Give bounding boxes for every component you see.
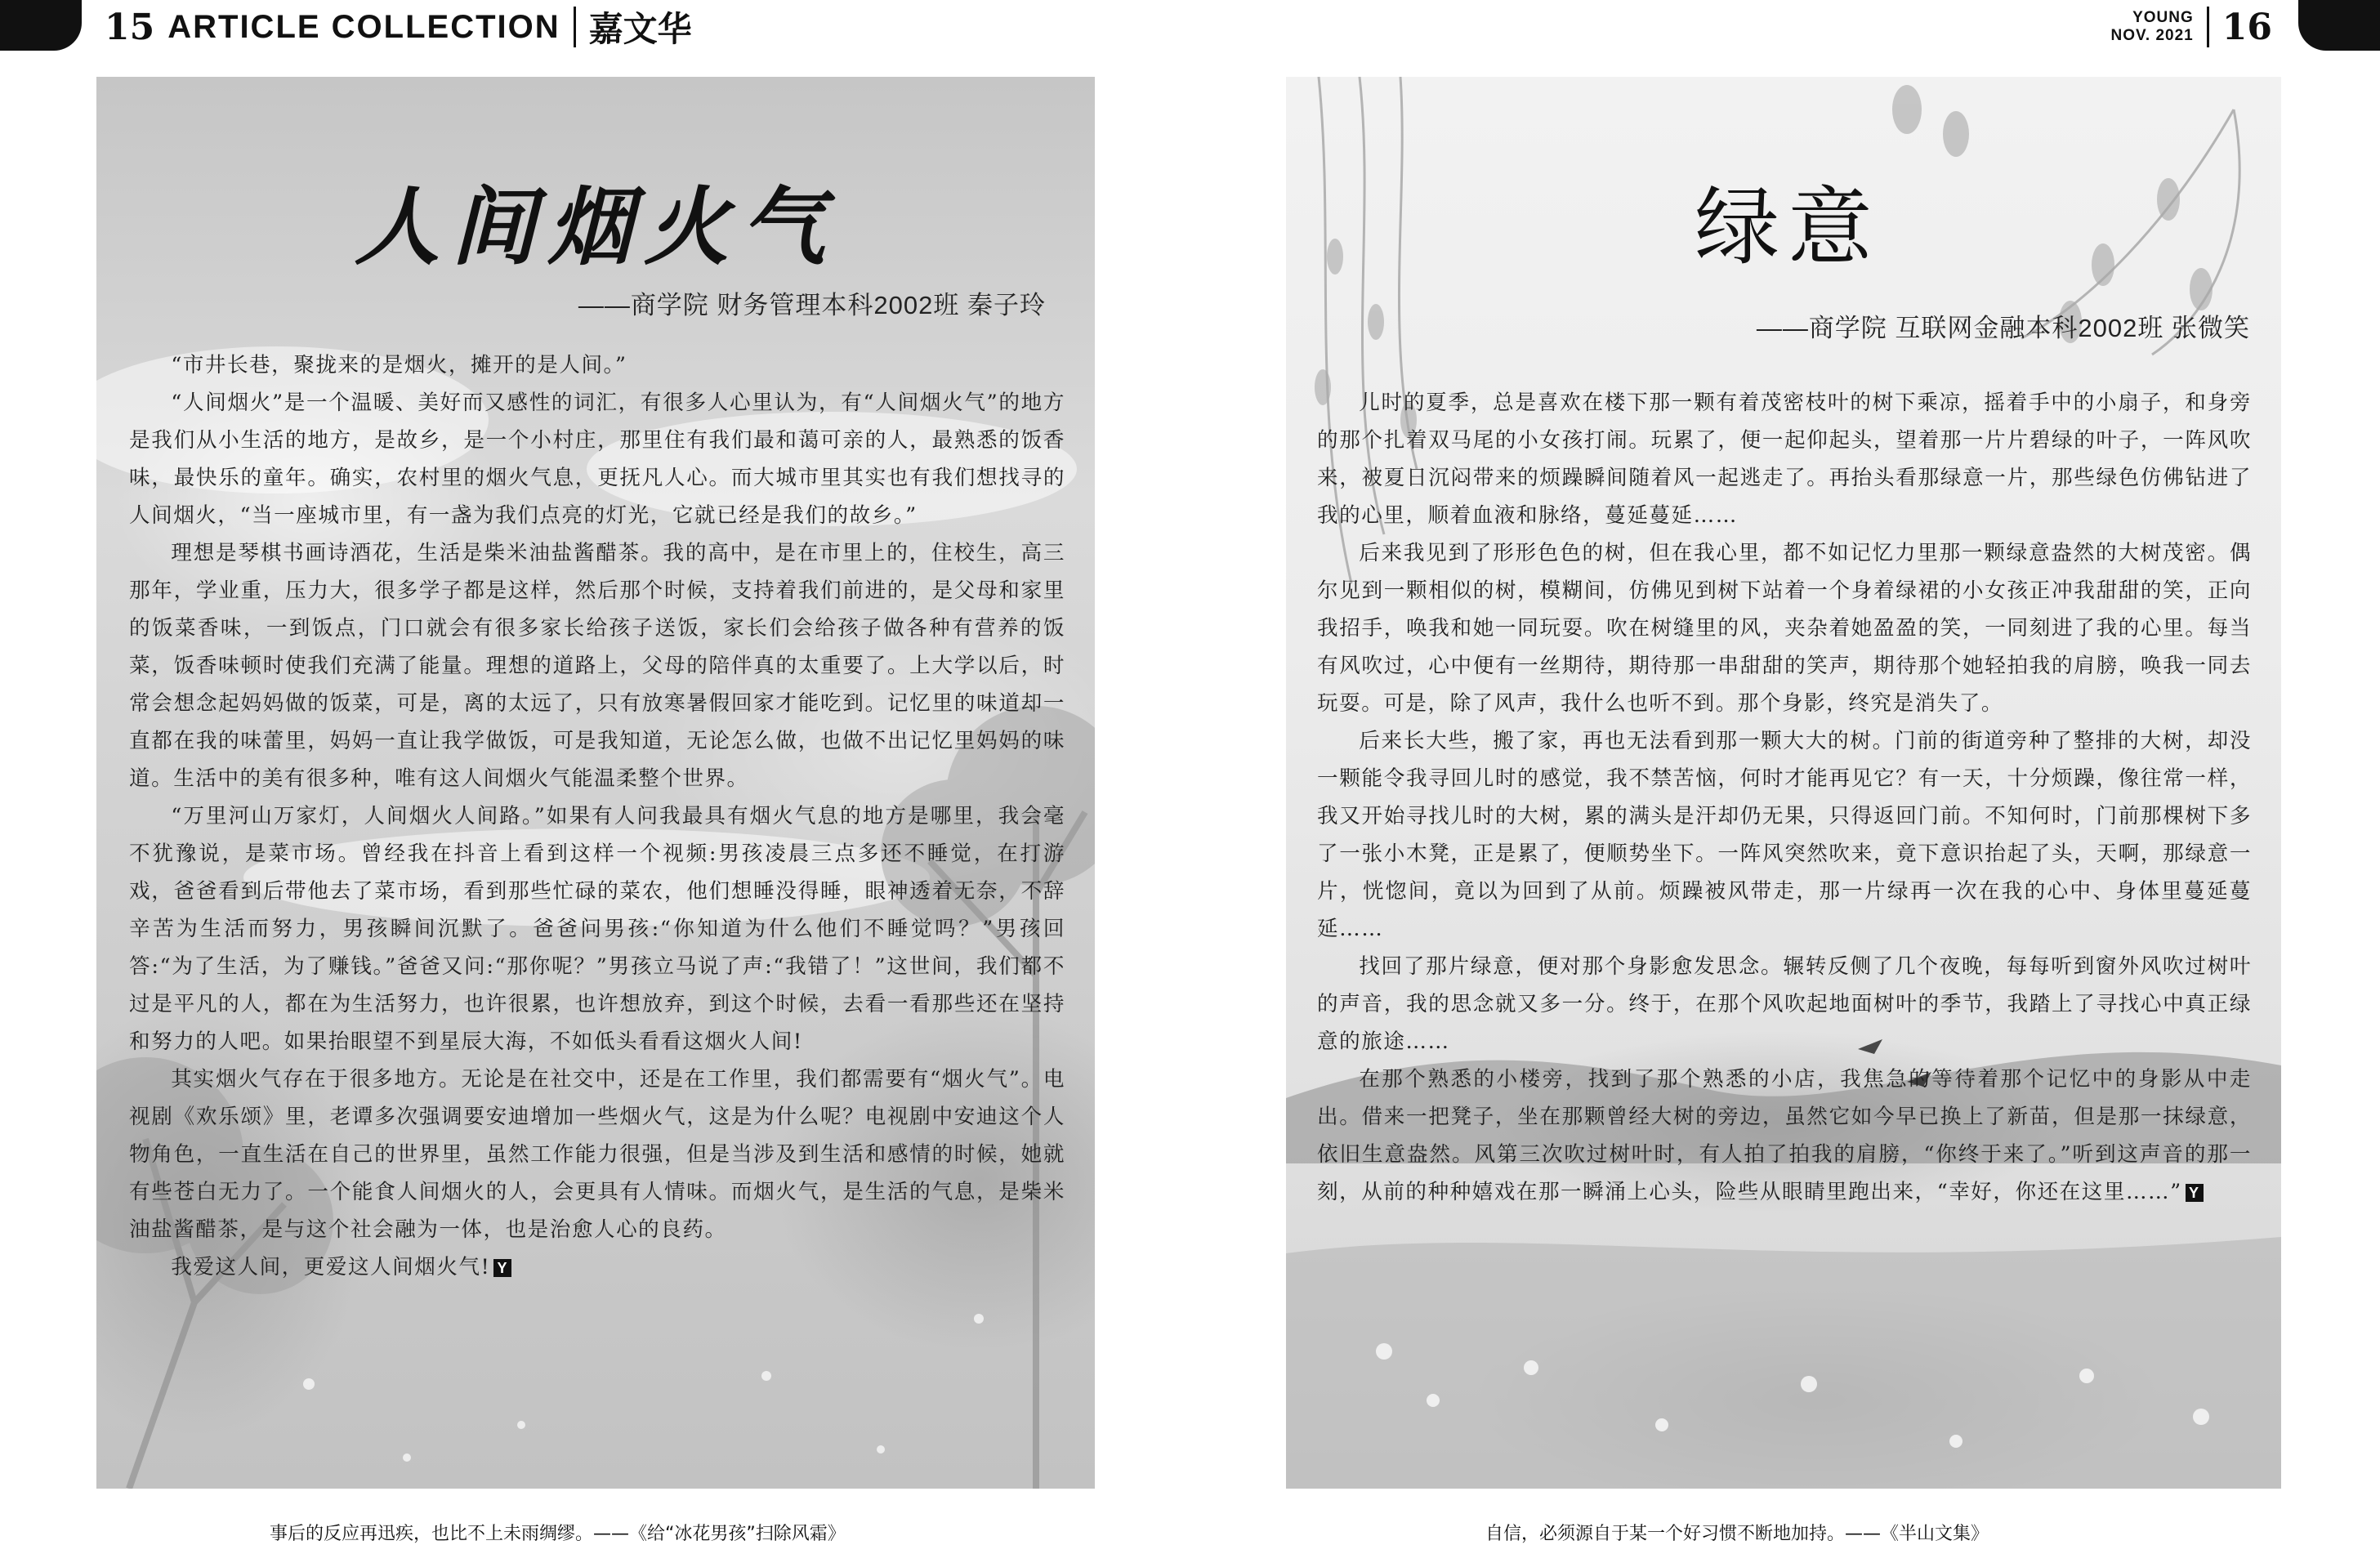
right-paragraph-text: 在那个熟悉的小楼旁，找到了那个熟悉的小店，我焦急的等待着那个记忆中的身影从中走出。借来一把凳子，坐在那颗曾经大树的旁边，虽然它如今早已换上了新苗，但是那一抹绿意，依旧生意盎然。风第三次吹过树叶时，有人拍了拍我的肩膀，“你终于来了。”听到这声音的那一刻，从前的种种嬉戏在那一瞬涌上心头，险些从眼睛里跑出来，“幸好，你还在这里……” — [1317, 1067, 2252, 1204]
left-paragraph: “万里河山万家灯，人间烟火人间路。”如果有人问我最具有烟火气息的地方是哪里，我会毫不犹豫说，是菜市场。曾经我在抖音上看到这样一个视频:男孩凌晨三点多还不睡觉，在打游戏，爸爸看到后带他去了菜市场，看到那些忙碌的菜农，他们想睡没得睡，眼神透着无奈，不辞辛苦为生活而努力，男孩瞬间沉默了。爸爸问男孩:“你知道为什么他们不睡觉吗？”男孩回答:“为了生活，为了赚钱。”爸爸又问:“那你呢？”男孩立马说了声:“我错了！”这世间，我们都不过是平凡的人，都在为生活努力，也许很累，也许想放弃，到这个时候，去看一看那些还在坚持和努力的人吧。如果抬眼望不到星辰大海，不如低头看看这烟火人间! — [129, 804, 1065, 1054]
left-paragraph: 其实烟火气存在于很多地方。无论是在社交中，还是在工作里，我们都需要有“烟火气”。电视剧《欢乐颂》里，老谭多次强调要安迪增加一些烟火气，这是为什么呢？电视剧中安迪这个人物角色，一直生活在自己的世界里，虽然工作能力很强，但是当涉及到生活和感情的时候，她就有些苍白无力了。一个能食人间烟火的人，会更具有人情味。而烟火气，是生活的气息，是柴米油盐酱醋茶，是与这个社会融为一体，也是治愈人心的良药。 — [129, 1067, 1065, 1242]
header-divider-right — [2207, 7, 2209, 47]
right-page-number: 16 — [2221, 6, 2272, 48]
left-page-number: 15 — [105, 6, 155, 48]
collection-title: ARTICLE COLLECTION — [167, 8, 560, 45]
right-article-body — [1317, 384, 2252, 1211]
issue-info — [2111, 9, 2194, 45]
right-paragraph: 找回了那片绿意，便对那个身影愈发思念。辗转反侧了几个夜晚，每每听到窗外风吹过树叶的声音，我的思念就又多一分。终于，在那个风吹起地面树叶的季节，我踏上了寻找心中真正绿意的旅途…… — [1317, 954, 2252, 1054]
magazine-name: 嘉文华 — [588, 10, 692, 48]
left-paragraph: “人间烟火”是一个温暖、美好而又感性的词汇，有很多人心里认为，有“人间烟火气”的地方是我们从小生活的地方，是故乡，是一个小村庄，那里住有我们最和蔼可亲的人，最熟悉的饭香味，最快乐的童年。确实，农村里的烟火气息，更抚凡人心。而大城市里其实也有我们想找寻的人间烟火，“当一座城市里，有一盏为我们点亮的灯光，它就已经是我们的故乡。” — [129, 391, 1065, 528]
right-page-header — [2111, 2, 2273, 52]
left-paragraph: “市井长巷，聚拢来的是烟火，摊开的是人间。” — [171, 353, 627, 377]
right-paragraph: 后来我见到了形形色色的树，但在我心里，都不如记忆力里那一颗绿意盎然的大树茂密。偶尔见到一颗相似的树，模糊间，仿佛见到树下站着一个身着绿裙的小女孩正冲我甜甜的笑，正向我招手，唤我和她一同玩耍。吹在树缝里的风，夹杂着她盈盈的笑，一同刻进了我的心里。每当有风吹过，心中便有一丝期待，期待那一串甜甜的笑声，期待那个她轻拍我的肩膀，唤我一同去玩耍。可是，除了风声，我什么也听不到。那个身影，终究是消失了。 — [1317, 541, 2252, 716]
left-paragraph-text: 我爱这人间，更爱这人间烟火气! — [171, 1255, 491, 1279]
right-paragraph: 儿时的夏季，总是喜欢在楼下那一颗有着茂密枝叶的树下乘凉，摇着手中的小扇子，和身旁的那个扎着双马尾的小女孩打闹。玩累了，便一起仰起头，望着那一片片碧绿的叶子，一阵风吹来，被夏日沉闷带来的烦躁瞬间随着风一起逃走了。再抬头看那绿意一片，那些绿色仿佛钻进了我的心里，顺着血液和脉络，蔓延蔓延…… — [1317, 391, 2252, 528]
right-article-panel — [1286, 77, 2281, 1489]
issue-date: NOV. 2021 — [2110, 27, 2194, 44]
left-paragraph-last — [129, 1248, 1065, 1286]
issue-brand: YOUNG — [2132, 9, 2194, 26]
right-paragraph: 后来长大些，搬了家，再也无法看到那一颗大大的树。门前的街道旁种了整排的大树，却没一颗能令我寻回儿时的感觉，我不禁苦恼，何时才能再见它？有一天，十分烦躁，像往常一样，我又开始寻找儿时的大树，累的满头是汗却仍无果，只得返回门前。不知何时，门前那棵树下多了一张小木凳，正是累了，便顺势坐下。一阵风突然吹来，竟下意识抬起了头，天啊，那绿意一片，恍惚间，竟以为回到了从前。烦躁被风带走，那一片绿再一次在我的心中、身体里蔓延蔓延…… — [1317, 729, 2252, 941]
right-article-byline: ——商学院 互联网金融本科2002班 张微笑 — [1756, 314, 2250, 342]
end-mark-icon: Y — [2186, 1184, 2204, 1202]
left-article-body — [129, 346, 1065, 1286]
right-article-title: 绿意 — [1695, 181, 1882, 275]
left-corner-tab — [0, 0, 82, 51]
left-page-header — [105, 2, 692, 52]
right-footer-quote: 自信，必须源自于某一个好习惯不断地加持。——《半山文集》 — [1485, 1524, 1989, 1544]
left-paragraph: 理想是琴棋书画诗酒花，生活是柴米油盐酱醋茶。我的高中，是在市里上的，住校生，高三那年，学业重，压力大，很多学子都是这样，然后那个时候，支持着我们前进的，是父母和家里的饭菜香味，一到饭点，门口就会有很多家长给孩子送饭，家长们会给孩子做各种有营养的饭菜，饭香味顿时使我们充满了能量。理想的道路上，父母的陪伴真的太重要了。上大学以后，时常会想念起妈妈做的饭菜，可是，离的太远了，只有放寒暑假回家才能吃到。记忆里的味道却一直都在我的味蕾里，妈妈一直让我学做饭，可是我知道，无论怎么做，也做不出记忆里妈妈的味道。生活中的美有很多种，唯有这人间烟火气能温柔整个世界。 — [129, 541, 1065, 791]
left-article-panel — [96, 77, 1095, 1489]
left-article-title: 人间烟火气 — [354, 176, 837, 277]
left-footer-quote: 事后的反应再迅疾，也比不上未雨绸缪。——《给“冰花男孩”扫除风霜》 — [270, 1524, 846, 1544]
end-mark-icon: Y — [493, 1259, 511, 1277]
right-paragraph-last — [1317, 1061, 2252, 1211]
header-divider — [574, 7, 576, 47]
left-article-byline: ——商学院 财务管理本科2002班 秦子玲 — [578, 291, 1046, 319]
right-corner-tab — [2298, 0, 2380, 51]
